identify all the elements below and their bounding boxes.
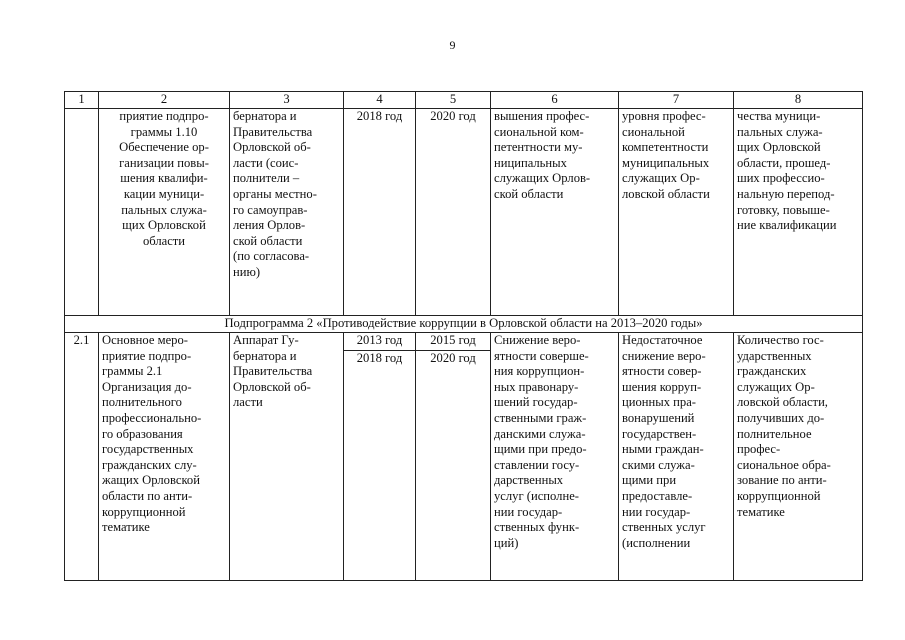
page-number: 9 <box>449 38 456 52</box>
start-year-a: 2013 год <box>344 333 415 351</box>
indicator-cell: чества муници- пальных служа- щих Орловской области, прошед- ших профессио- нальную перепод- готовку, повыше- ние квалификации <box>734 109 863 316</box>
start-year-b: 2018 год <box>356 351 403 365</box>
column-header-7: 7 <box>619 92 734 109</box>
row-number-cell: 2.1 <box>65 333 99 581</box>
row-number-cell <box>65 109 99 316</box>
consequences-cell: уровня профес- сиональной компетентности муниципальных служащих Ор- ловской области <box>619 109 734 316</box>
start-year-cell <box>344 333 416 581</box>
end-year-b: 2020 год <box>430 351 476 365</box>
responsible-executor-cell: бернатора и Правительства Орловской об- ласти (соис- полнители – органы местно- го самоуправ- ления Орлов- ской области (по согласова- нию) <box>230 109 344 316</box>
expected-result-cell: Снижение веро- ятности соверше- ния коррупцион- ных правонару- шений государ- ственными граж- данскими служа- щими при предо- ставлении госу- дарственных услуг (исполне- нии государ- ственных функ- ций) <box>491 333 619 581</box>
program-table <box>64 91 863 581</box>
measure-name-cell: приятие подпро- граммы 1.10 Обеспечение ор- ганизации повы- шения квалифи- кации муници- пальных служа- щих Орловской области <box>99 109 230 316</box>
column-header-6: 6 <box>491 92 619 109</box>
section-row <box>65 316 863 333</box>
expected-result-cell: вышения профес- сиональной ком- петентности му- ниципальных служащих Орлов- ской области <box>491 109 619 316</box>
end-year-cell: 2020 год <box>416 109 491 316</box>
column-number-row <box>65 92 863 109</box>
column-header-3: 3 <box>230 92 344 109</box>
measure-name-cell: Основное меро- приятие подпро- граммы 2.1 Организация до- полнительного профессионально- го образования государственных гражданских слу- жащих Орловской области по анти- коррупционной тематике <box>99 333 230 581</box>
column-header-2: 2 <box>99 92 230 109</box>
column-header-4: 4 <box>344 92 416 109</box>
responsible-executor-cell: Аппарат Гу- бернатора и Правительства Орловской об- ласти <box>230 333 344 581</box>
end-year-a: 2015 год <box>416 333 490 351</box>
table-row-1-10-continued <box>65 109 863 316</box>
indicator-cell: Количество гос- ударственных гражданских служащих Ор- ловской области, получивших до- полнительное профес- сиональное обра- зование по анти- коррупционной тематике <box>734 333 863 581</box>
table-row-2-1 <box>65 333 863 581</box>
column-header-5: 5 <box>416 92 491 109</box>
start-year-cell: 2018 год <box>344 109 416 316</box>
consequences-cell: Недостаточное снижение веро- ятности совер- шения корруп- ционных пра- вонарушений государствен- ными граждан- скими служа- щими при предоставле- нии государ- ственных услуг (исполнении <box>619 333 734 581</box>
column-header-1: 1 <box>65 92 99 109</box>
column-header-8: 8 <box>734 92 863 109</box>
end-year-cell <box>416 333 491 581</box>
section-title: Подпрограмма 2 «Противодействие коррупции в Орловской области на 2013–2020 годы» <box>65 316 863 333</box>
